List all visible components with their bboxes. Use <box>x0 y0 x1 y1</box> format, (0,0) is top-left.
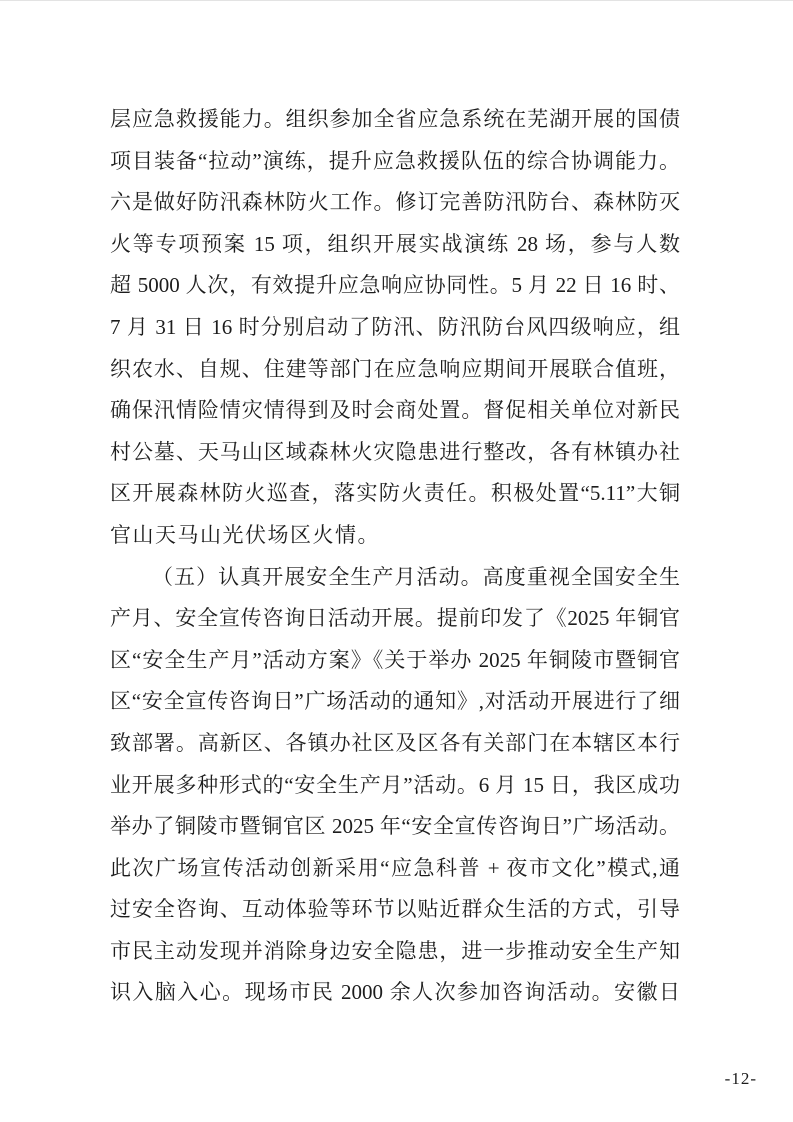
text-line: 确保汛情险情灾情得到及时会商处置。督促相关单位对新民 <box>110 398 680 423</box>
text-line: 项目装备“拉动”演练，提升应急救援队伍的综合协调能力。 <box>110 148 680 173</box>
text-line: 官山天马山光伏场区火情。 <box>110 522 380 547</box>
text-line: 区“安全生产月”活动方案》《关于举办 2025 年铜陵市暨铜官 <box>110 647 680 672</box>
text-line: 织农水、自规、住建等部门在应急响应期间开展联合值班， <box>110 356 680 381</box>
text-line: 举办了铜陵市暨铜官区 2025 年“安全宣传咨询日”广场活动。 <box>110 814 680 839</box>
text-line: 超 5000 人次，有效提升应急响应协同性。5 月 22 日 16 时、 <box>110 273 680 298</box>
text-line: 层应急救援能力。组织参加全省应急系统在芜湖开展的国债 <box>110 107 680 131</box>
text-line: 火等专项预案 15 项，组织开展实战演练 28 场，参与人数 <box>110 231 680 256</box>
document-body <box>110 99 680 1014</box>
text-line: 区“安全宣传咨询日”广场活动的通知》,对活动开展进行了细 <box>110 689 680 714</box>
text-line: 过安全咨询、互动体验等环节以贴近群众生活的方式，引导 <box>110 897 680 922</box>
text-line: 六是做好防汛森林防火工作。修订完善防汛防台、森林防灭 <box>110 190 680 215</box>
text-line: 此次广场宣传活动创新采用“应急科普 + 夜市文化”模式,通 <box>110 855 680 880</box>
page-number: -12- <box>724 1069 757 1088</box>
text-line: 产月、安全宣传咨询日活动开展。提前印发了《2025 年铜官 <box>110 606 680 631</box>
text-line: 致部署。高新区、各镇办社区及区各有关部门在本辖区本行 <box>110 730 680 755</box>
text-line: 市民主动发现并消除身边安全隐患，进一步推动安全生产知 <box>110 938 680 963</box>
text-line: 识入脑入心。现场市民 2000 余人次参加咨询活动。安徽日 <box>110 980 680 1005</box>
text-line: 村公墓、天马山区域森林火灾隐患进行整改，各有林镇办社 <box>110 439 680 464</box>
text-line: 业开展多种形式的“安全生产月”活动。6 月 15 日，我区成功 <box>110 772 680 797</box>
text-line: 区开展森林防火巡查，落实防火责任。积极处置“5.11”大铜 <box>110 481 680 506</box>
text-line: （五）认真开展安全生产月活动。高度重视全国安全生 <box>152 564 680 589</box>
text-line: 7 月 31 日 16 时分别启动了防汛、防汛防台风四级响应，组 <box>110 314 680 339</box>
